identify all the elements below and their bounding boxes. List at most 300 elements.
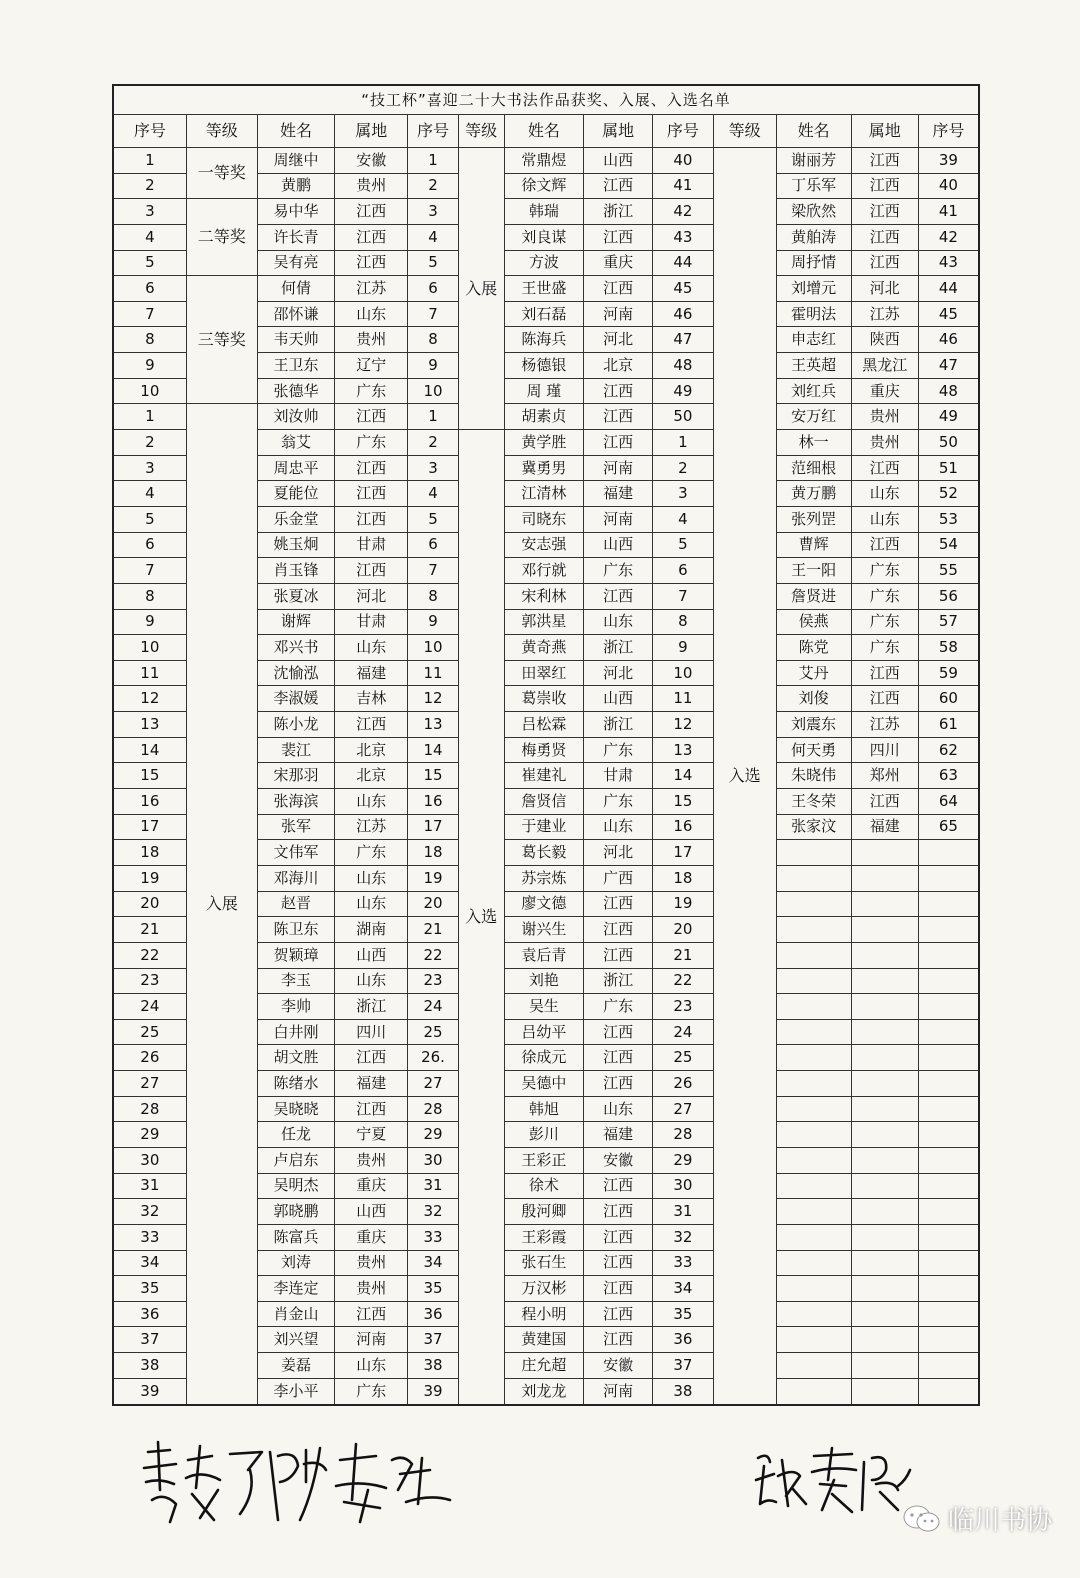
region-cell: 广东: [584, 558, 653, 584]
serial-number-cell: [918, 994, 979, 1020]
region-cell: 江西: [851, 148, 918, 174]
name-cell: 于建业: [504, 814, 583, 840]
serial-number-cell: 45: [918, 301, 979, 327]
serial-number-cell: 42: [918, 224, 979, 250]
name-cell: 王彩霞: [504, 1224, 583, 1250]
name-cell: [776, 1045, 851, 1071]
region-cell: 浙江: [584, 635, 653, 661]
region-cell: 广东: [335, 430, 408, 456]
region-cell: 吉林: [335, 686, 408, 712]
region-cell: 浙江: [335, 994, 408, 1020]
region-cell: 安徽: [584, 1147, 653, 1173]
name-cell: [776, 1199, 851, 1225]
name-cell: 谢辉: [257, 609, 334, 635]
serial-number-cell: 28: [113, 1096, 186, 1122]
name-cell: 韦天帅: [257, 327, 334, 353]
name-cell: 王冬荣: [776, 789, 851, 815]
name-cell: 吴生: [504, 994, 583, 1020]
serial-number-cell: [918, 891, 979, 917]
serial-number-cell: 34: [113, 1250, 186, 1276]
name-cell: 宋那羽: [257, 763, 334, 789]
name-cell: 殷河卿: [504, 1199, 583, 1225]
source-watermark: [902, 1500, 1052, 1537]
region-cell: 江西: [584, 378, 653, 404]
name-cell: 王世盛: [504, 276, 583, 302]
name-cell: 刘兴望: [257, 1327, 334, 1353]
region-cell: 广西: [584, 865, 653, 891]
name-cell: 崔建礼: [504, 763, 583, 789]
name-cell: 陈海兵: [504, 327, 583, 353]
name-cell: 杨德银: [504, 353, 583, 379]
region-cell: 江西: [584, 404, 653, 430]
serial-number-cell: 14: [113, 737, 186, 763]
name-cell: 胡素贞: [504, 404, 583, 430]
serial-number-cell: 48: [653, 353, 714, 379]
region-cell: 山东: [335, 865, 408, 891]
region-cell: 江西: [851, 455, 918, 481]
name-cell: 安万红: [776, 404, 851, 430]
region-cell: 江西: [584, 430, 653, 456]
column-header: 属地: [584, 115, 653, 148]
name-cell: 裴江: [257, 737, 334, 763]
serial-number-cell: 17: [408, 814, 458, 840]
region-cell: 江西: [335, 250, 408, 276]
serial-number-cell: 38: [113, 1353, 186, 1379]
serial-number-cell: 4: [653, 506, 714, 532]
serial-number-cell: 46: [653, 301, 714, 327]
region-cell: 重庆: [851, 378, 918, 404]
serial-number-cell: 61: [918, 712, 979, 738]
serial-number-cell: 19: [653, 891, 714, 917]
region-cell: 山东: [335, 1353, 408, 1379]
name-cell: 陈绪水: [257, 1071, 334, 1097]
name-cell: [776, 917, 851, 943]
serial-number-cell: 1: [113, 148, 186, 174]
name-cell: 刘石磊: [504, 301, 583, 327]
region-cell: 江西: [335, 506, 408, 532]
region-cell: [851, 994, 918, 1020]
name-cell: 乐金堂: [257, 506, 334, 532]
region-cell: 江西: [584, 917, 653, 943]
serial-number-cell: [918, 1353, 979, 1379]
serial-number-cell: 19: [408, 865, 458, 891]
serial-number-cell: 33: [408, 1224, 458, 1250]
region-cell: 江西: [584, 1327, 653, 1353]
serial-number-cell: 12: [653, 712, 714, 738]
region-cell: 江西: [851, 250, 918, 276]
serial-number-cell: 46: [918, 327, 979, 353]
name-cell: 丁乐军: [776, 173, 851, 199]
name-cell: 廖文德: [504, 891, 583, 917]
name-cell: 徐成元: [504, 1045, 583, 1071]
column-header: 属地: [335, 115, 408, 148]
region-cell: 浙江: [584, 199, 653, 225]
serial-number-cell: [918, 1173, 979, 1199]
region-cell: 福建: [584, 1122, 653, 1148]
serial-number-cell: 2: [653, 455, 714, 481]
serial-number-cell: 26.: [408, 1045, 458, 1071]
region-cell: 江西: [851, 686, 918, 712]
serial-number-cell: 34: [653, 1276, 714, 1302]
grade-cell: 三等奖: [186, 276, 257, 404]
name-cell: 张夏冰: [257, 583, 334, 609]
name-cell: 王英超: [776, 353, 851, 379]
name-cell: 刘汝帅: [257, 404, 334, 430]
serial-number-cell: 32: [113, 1199, 186, 1225]
name-cell: [776, 942, 851, 968]
serial-number-cell: 25: [653, 1045, 714, 1071]
name-cell: 徐文辉: [504, 173, 583, 199]
name-cell: 郭晓鹏: [257, 1199, 334, 1225]
grade-cell: 入展: [186, 404, 257, 1405]
serial-number-cell: 23: [408, 968, 458, 994]
serial-number-cell: 58: [918, 635, 979, 661]
region-cell: [851, 891, 918, 917]
serial-number-cell: 62: [918, 737, 979, 763]
serial-number-cell: [918, 917, 979, 943]
region-cell: 江西: [584, 173, 653, 199]
column-header: 姓名: [257, 115, 334, 148]
region-cell: 江西: [335, 1045, 408, 1071]
name-cell: 刘俊: [776, 686, 851, 712]
serial-number-cell: [918, 1276, 979, 1302]
region-cell: 湖南: [335, 917, 408, 943]
name-cell: [776, 1071, 851, 1097]
serial-number-cell: [918, 1147, 979, 1173]
region-cell: [851, 1353, 918, 1379]
name-cell: 任龙: [257, 1122, 334, 1148]
region-cell: [851, 1301, 918, 1327]
serial-number-cell: [918, 1019, 979, 1045]
region-cell: 山东: [851, 481, 918, 507]
serial-number-cell: 35: [653, 1301, 714, 1327]
name-cell: 吴晓晓: [257, 1096, 334, 1122]
serial-number-cell: 40: [653, 148, 714, 174]
serial-number-cell: 36: [653, 1327, 714, 1353]
serial-number-cell: 47: [918, 353, 979, 379]
serial-number-cell: 48: [918, 378, 979, 404]
region-cell: 贵州: [335, 1250, 408, 1276]
region-cell: 江西: [335, 558, 408, 584]
region-cell: 山东: [335, 891, 408, 917]
name-cell: 黄舶涛: [776, 224, 851, 250]
region-cell: 重庆: [335, 1173, 408, 1199]
serial-number-cell: 10: [113, 635, 186, 661]
region-cell: 山东: [584, 609, 653, 635]
serial-number-cell: 2: [408, 430, 458, 456]
name-cell: 王一阳: [776, 558, 851, 584]
serial-number-cell: 6: [408, 532, 458, 558]
serial-number-cell: 26: [113, 1045, 186, 1071]
table-row: [113, 199, 979, 225]
name-cell: 侯燕: [776, 609, 851, 635]
table-header-row: [113, 115, 979, 148]
name-cell: 邓海川: [257, 865, 334, 891]
serial-number-cell: 9: [113, 609, 186, 635]
name-cell: 陈卫东: [257, 917, 334, 943]
serial-number-cell: 51: [918, 455, 979, 481]
serial-number-cell: 6: [653, 558, 714, 584]
serial-number-cell: 21: [653, 942, 714, 968]
serial-number-cell: 16: [113, 789, 186, 815]
name-cell: 夏能位: [257, 481, 334, 507]
serial-number-cell: 4: [113, 224, 186, 250]
name-cell: 张石生: [504, 1250, 583, 1276]
serial-number-cell: 3: [408, 199, 458, 225]
region-cell: 广东: [335, 378, 408, 404]
region-cell: 江西: [584, 891, 653, 917]
name-cell: 梁欣然: [776, 199, 851, 225]
name-cell: 张家汶: [776, 814, 851, 840]
serial-number-cell: [918, 1096, 979, 1122]
serial-number-cell: 35: [113, 1276, 186, 1302]
region-cell: 江西: [584, 1276, 653, 1302]
name-cell: 林一: [776, 430, 851, 456]
serial-number-cell: 24: [408, 994, 458, 1020]
region-cell: 江西: [584, 1199, 653, 1225]
serial-number-cell: 20: [113, 891, 186, 917]
region-cell: 河南: [335, 1327, 408, 1353]
name-cell: 邓兴书: [257, 635, 334, 661]
name-cell: 陈富兵: [257, 1224, 334, 1250]
serial-number-cell: 40: [918, 173, 979, 199]
serial-number-cell: [918, 1378, 979, 1405]
name-cell: [776, 865, 851, 891]
serial-number-cell: 31: [408, 1173, 458, 1199]
region-cell: 江西: [584, 1301, 653, 1327]
name-cell: [776, 840, 851, 866]
serial-number-cell: 35: [408, 1276, 458, 1302]
name-cell: [776, 1096, 851, 1122]
region-cell: 北京: [584, 353, 653, 379]
serial-number-cell: 14: [653, 763, 714, 789]
region-cell: 江苏: [851, 712, 918, 738]
region-cell: 山西: [584, 532, 653, 558]
region-cell: 河北: [584, 660, 653, 686]
serial-number-cell: 30: [408, 1147, 458, 1173]
name-cell: 刘良谋: [504, 224, 583, 250]
region-cell: [851, 1250, 918, 1276]
name-cell: 葛长毅: [504, 840, 583, 866]
serial-number-cell: 37: [408, 1327, 458, 1353]
region-cell: [851, 1327, 918, 1353]
name-cell: 吴有亮: [257, 250, 334, 276]
region-cell: [851, 1045, 918, 1071]
region-cell: 河北: [851, 276, 918, 302]
serial-number-cell: 53: [918, 506, 979, 532]
serial-number-cell: 19: [113, 865, 186, 891]
column-header: 属地: [851, 115, 918, 148]
serial-number-cell: 39: [918, 148, 979, 174]
name-cell: 李淑媛: [257, 686, 334, 712]
serial-number-cell: 45: [653, 276, 714, 302]
serial-number-cell: 3: [113, 199, 186, 225]
name-cell: 曹辉: [776, 532, 851, 558]
region-cell: [851, 1122, 918, 1148]
serial-number-cell: 54: [918, 532, 979, 558]
name-cell: 吴明杰: [257, 1173, 334, 1199]
serial-number-cell: 18: [408, 840, 458, 866]
region-cell: [851, 1173, 918, 1199]
serial-number-cell: 23: [113, 968, 186, 994]
region-cell: 福建: [584, 481, 653, 507]
name-cell: 朱晓伟: [776, 763, 851, 789]
region-cell: 黑龙江: [851, 353, 918, 379]
serial-number-cell: 5: [113, 506, 186, 532]
name-cell: 方波: [504, 250, 583, 276]
name-cell: [776, 968, 851, 994]
serial-number-cell: 3: [113, 455, 186, 481]
serial-number-cell: 9: [408, 609, 458, 635]
region-cell: 江西: [335, 712, 408, 738]
serial-number-cell: 1: [408, 404, 458, 430]
name-cell: [776, 1173, 851, 1199]
serial-number-cell: 25: [113, 1019, 186, 1045]
name-cell: [776, 1147, 851, 1173]
column-header: 序号: [113, 115, 186, 148]
serial-number-cell: 30: [653, 1173, 714, 1199]
name-cell: [776, 1019, 851, 1045]
name-cell: 李小平: [257, 1378, 334, 1405]
name-cell: [776, 1353, 851, 1379]
region-cell: 福建: [335, 660, 408, 686]
name-cell: 周 瑾: [504, 378, 583, 404]
name-cell: 安志强: [504, 532, 583, 558]
serial-number-cell: [918, 1199, 979, 1225]
grade-cell: 入选: [458, 430, 504, 1405]
name-cell: [776, 1250, 851, 1276]
region-cell: [851, 1096, 918, 1122]
region-cell: 山东: [335, 968, 408, 994]
serial-number-cell: 28: [653, 1122, 714, 1148]
region-cell: 北京: [335, 737, 408, 763]
name-cell: 李帅: [257, 994, 334, 1020]
name-cell: [776, 891, 851, 917]
name-cell: 文伟军: [257, 840, 334, 866]
serial-number-cell: 60: [918, 686, 979, 712]
serial-number-cell: 6: [113, 532, 186, 558]
name-cell: 韩旭: [504, 1096, 583, 1122]
name-cell: 赵晋: [257, 891, 334, 917]
name-cell: 刘增元: [776, 276, 851, 302]
region-cell: 山东: [584, 814, 653, 840]
serial-number-cell: 38: [408, 1353, 458, 1379]
region-cell: 江西: [335, 199, 408, 225]
region-cell: 贵州: [851, 404, 918, 430]
region-cell: 广东: [851, 583, 918, 609]
region-cell: 重庆: [335, 1224, 408, 1250]
name-cell: 葛崇收: [504, 686, 583, 712]
serial-number-cell: 20: [653, 917, 714, 943]
serial-number-cell: 32: [408, 1199, 458, 1225]
serial-number-cell: 11: [653, 686, 714, 712]
region-cell: [851, 917, 918, 943]
name-cell: 肖玉锋: [257, 558, 334, 584]
column-header: 序号: [653, 115, 714, 148]
region-cell: 江西: [335, 481, 408, 507]
serial-number-cell: 8: [408, 583, 458, 609]
serial-number-cell: 4: [408, 224, 458, 250]
name-cell: 范细根: [776, 455, 851, 481]
serial-number-cell: 17: [653, 840, 714, 866]
region-cell: 浙江: [584, 712, 653, 738]
region-cell: 江西: [584, 1224, 653, 1250]
serial-number-cell: 22: [113, 942, 186, 968]
name-cell: 张列罡: [776, 506, 851, 532]
serial-number-cell: 31: [653, 1199, 714, 1225]
serial-number-cell: 50: [918, 430, 979, 456]
name-cell: 谢丽芳: [776, 148, 851, 174]
serial-number-cell: 33: [113, 1224, 186, 1250]
serial-number-cell: 65: [918, 814, 979, 840]
serial-number-cell: 2: [113, 430, 186, 456]
serial-number-cell: 1: [113, 404, 186, 430]
region-cell: 山东: [335, 301, 408, 327]
serial-number-cell: 11: [113, 660, 186, 686]
serial-number-cell: 25: [408, 1019, 458, 1045]
name-cell: 李玉: [257, 968, 334, 994]
award-list-table: [112, 84, 980, 1406]
region-cell: 江西: [335, 224, 408, 250]
serial-number-cell: 15: [408, 763, 458, 789]
region-cell: 安徽: [584, 1353, 653, 1379]
serial-number-cell: 21: [113, 917, 186, 943]
name-cell: 吴德中: [504, 1071, 583, 1097]
name-cell: 贺颖璋: [257, 942, 334, 968]
serial-number-cell: 36: [113, 1301, 186, 1327]
name-cell: 宋利林: [504, 583, 583, 609]
name-cell: 彭川: [504, 1122, 583, 1148]
serial-number-cell: 7: [653, 583, 714, 609]
serial-number-cell: 6: [408, 276, 458, 302]
serial-number-cell: 3: [408, 455, 458, 481]
name-cell: 申志红: [776, 327, 851, 353]
serial-number-cell: 15: [113, 763, 186, 789]
region-cell: 江西: [584, 583, 653, 609]
region-cell: 江苏: [335, 276, 408, 302]
region-cell: 山西: [584, 686, 653, 712]
region-cell: 贵州: [335, 327, 408, 353]
serial-number-cell: 28: [408, 1096, 458, 1122]
region-cell: 贵州: [335, 173, 408, 199]
region-cell: 四川: [335, 1019, 408, 1045]
region-cell: 河南: [584, 506, 653, 532]
region-cell: 安徽: [335, 148, 408, 174]
award-list-sheet: [112, 84, 980, 1406]
serial-number-cell: 44: [918, 276, 979, 302]
region-cell: 江西: [584, 1173, 653, 1199]
name-cell: 程小明: [504, 1301, 583, 1327]
name-cell: 刘龙龙: [504, 1378, 583, 1405]
name-cell: 郭洪星: [504, 609, 583, 635]
serial-number-cell: 47: [653, 327, 714, 353]
serial-number-cell: 9: [113, 353, 186, 379]
region-cell: 江西: [335, 455, 408, 481]
region-cell: 江西: [584, 276, 653, 302]
name-cell: 陈党: [776, 635, 851, 661]
signature-right: [748, 1440, 918, 1520]
name-cell: 万汉彬: [504, 1276, 583, 1302]
name-cell: 詹贤信: [504, 789, 583, 815]
grade-cell: 入选: [713, 148, 776, 1406]
region-cell: 江西: [851, 173, 918, 199]
serial-number-cell: 13: [408, 712, 458, 738]
region-cell: 山东: [335, 789, 408, 815]
name-cell: 吕松霖: [504, 712, 583, 738]
serial-number-cell: 55: [918, 558, 979, 584]
name-cell: 翁艾: [257, 430, 334, 456]
region-cell: 陕西: [851, 327, 918, 353]
